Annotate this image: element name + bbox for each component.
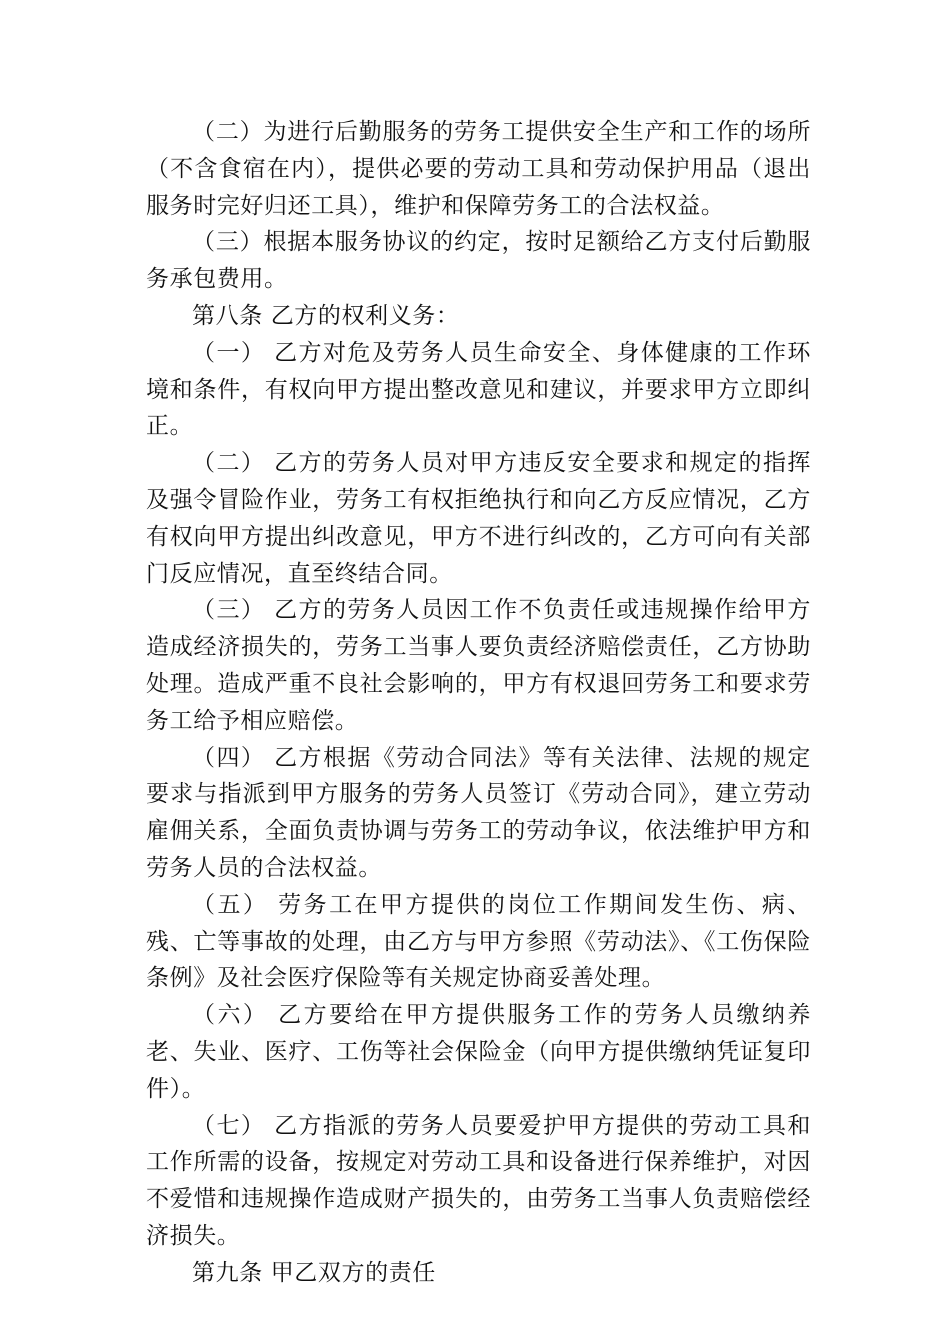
- paragraph-8-1: （一） 乙方对危及劳务人员生命安全、身体健康的工作环境和条件，有权向甲方提出整改意见和建议，并要求甲方立即纠正。: [146, 339, 811, 440]
- paragraph-8-5: （五） 劳务工在甲方提供的岗位工作期间发生伤、病、残、亡等事故的处理，由乙方与甲方参照《劳动法》、《工伤保险条例》及社会医疗保险等有关规定协商妥善处理。: [146, 891, 811, 992]
- article-8-heading: 第八条 乙方的权利义务：: [192, 302, 460, 329]
- document-page: [146, 114, 811, 1292]
- paragraph-pay-fees: （三）根据本服务协议的约定，按时足额给乙方支付后勤服务承包费用。: [146, 229, 811, 293]
- article-9-heading: 第九条 甲乙双方的责任: [192, 1259, 436, 1286]
- paragraph-8-7: （七） 乙方指派的劳务人员要爱护甲方提供的劳动工具和工作所需的设备，按规定对劳动工具和设备进行保养维护，对因不爱惜和违规操作造成财产损失的，由劳务工当事人负责赔偿经济损失。: [146, 1112, 811, 1249]
- paragraph-8-4: （四） 乙方根据《劳动合同法》等有关法律、法规的规定要求与指派到甲方服务的劳务人员签订《劳动合同》，建立劳动雇佣关系，全面负责协调与劳务工的劳动争议，依法维护甲方和劳务人员的合法权益。: [146, 744, 811, 881]
- paragraph-provide-workplace: （二）为进行后勤服务的劳务工提供安全生产和工作的场所（不含食宿在内），提供必要的劳动工具和劳动保护用品（退出服务时完好归还工具），维护和保障劳务工的合法权益。: [146, 119, 811, 219]
- paragraph-8-6: （六） 乙方要给在甲方提供服务工作的劳务人员缴纳养老、失业、医疗、工伤等社会保险金（向甲方提供缴纳凭证复印件）。: [146, 1002, 811, 1102]
- paragraph-8-2: （二） 乙方的劳务人员对甲方违反安全要求和规定的指挥及强令冒险作业，劳务工有权拒绝执行和向乙方反应情况，乙方有权向甲方提出纠改意见，甲方不进行纠改的，乙方可向有关部门反应情况，直至终结合同。: [146, 450, 811, 587]
- paragraph-8-3: （三） 乙方的劳务人员因工作不负责任或违规操作给甲方造成经济损失的，劳务工当事人要负责经济赔偿责任，乙方协助处理。造成严重不良社会影响的，甲方有权退回劳务工和要求劳务工给予相应赔偿。: [146, 597, 811, 734]
